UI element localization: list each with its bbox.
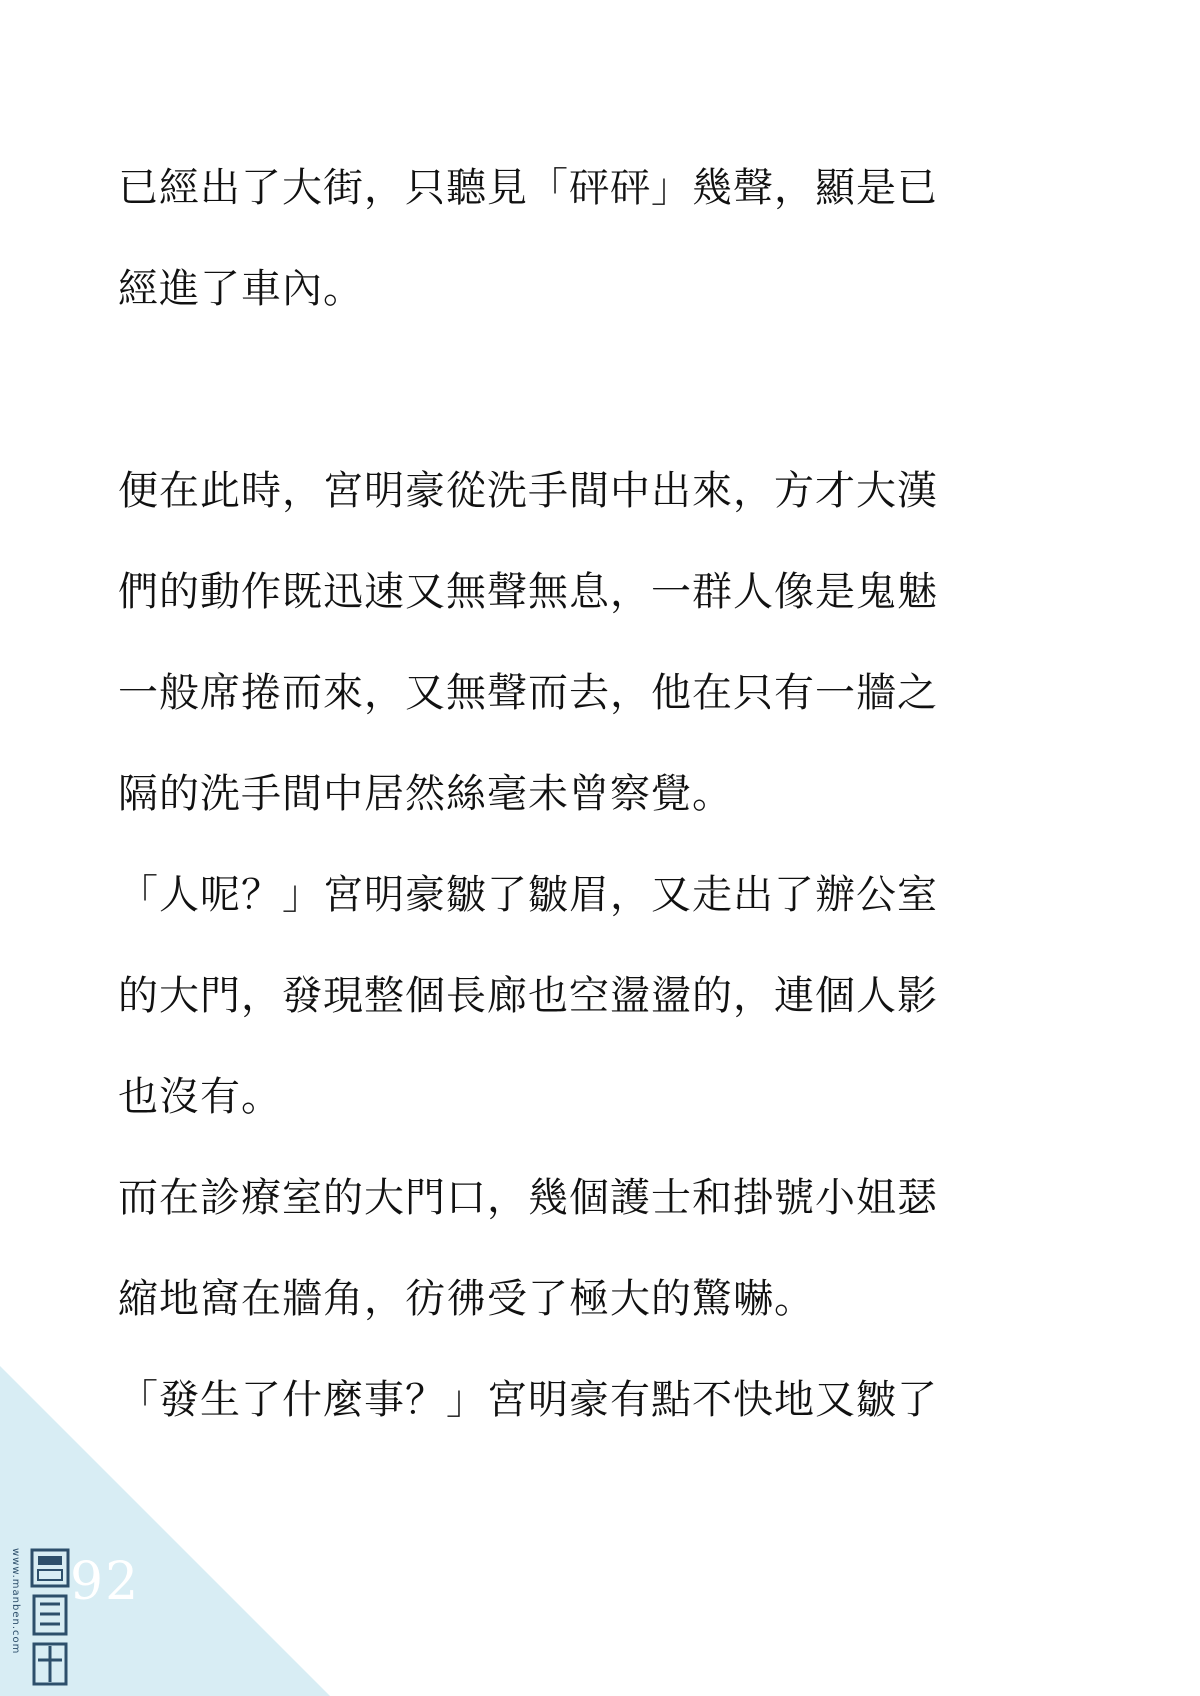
text-line: 而在診療室的大門口，幾個護士和掛號小姐瑟 — [118, 1175, 938, 1221]
text-line: 「發生了什麼事？」宮明豪有點不快地又皺了 — [118, 1377, 938, 1423]
text-line: 隔的洗手間中居然絲毫未曾察覺。 — [118, 771, 733, 817]
text-line: 「人呢？」宮明豪皺了皺眉，又走出了辦公室 — [118, 872, 938, 918]
text-line: 也沒有。 — [118, 1074, 282, 1120]
text-line: 已經出了大街，只聽見「砰砰」幾聲，顯是已 — [118, 165, 938, 211]
text-line: 們的動作既迅速又無聲無息，一群人像是鬼魅 — [118, 569, 938, 615]
text-line: 縮地窩在牆角，彷彿受了極大的驚嚇。 — [118, 1276, 815, 1322]
page-number: 92 — [70, 1552, 141, 1612]
text-line: 便在此時，宮明豪從洗手間中出來，方才大漢 — [118, 468, 938, 514]
watermark-url: www.manben.com — [10, 1548, 21, 1655]
text-line: 一般席捲而來，又無聲而去，他在只有一牆之 — [118, 670, 938, 716]
manben-logo-icon — [30, 1548, 70, 1688]
text-line: 經進了車內。 — [118, 266, 364, 312]
text-line: 的大門，發現整個長廊也空盪盪的，連個人影 — [118, 973, 938, 1019]
